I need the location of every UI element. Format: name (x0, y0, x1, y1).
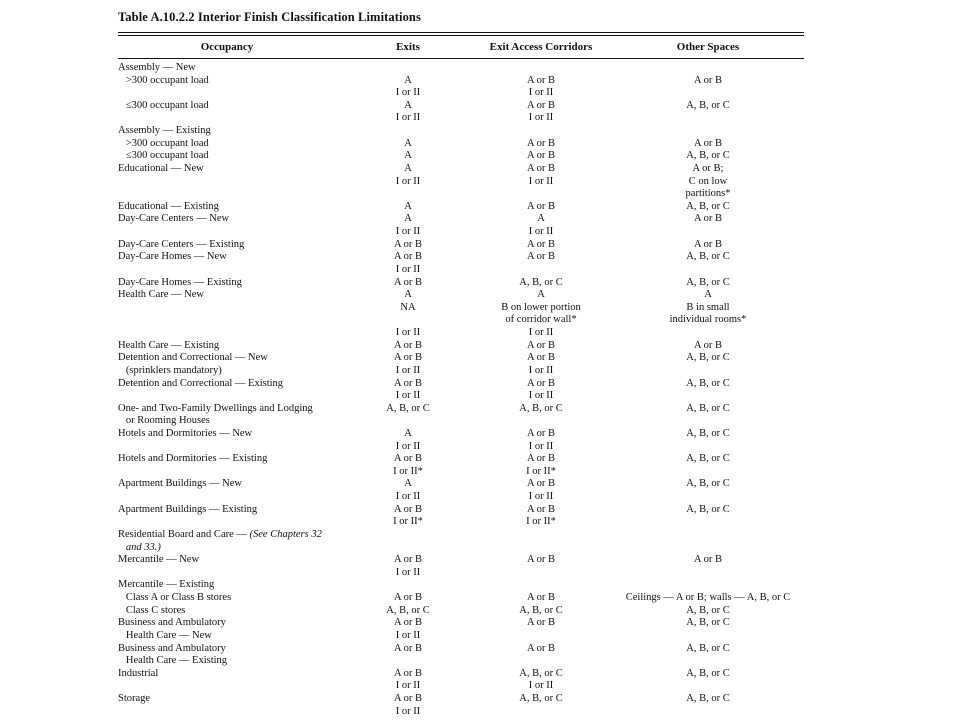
exits-cell: I or II* (393, 465, 423, 477)
top-rule (118, 32, 804, 33)
corridors-cell: A, B, or C (519, 402, 563, 414)
corridors-cell: I or II (528, 680, 554, 692)
exits-cell: A or B (393, 642, 423, 654)
occupancy-text: Hotels and Dormitories — New (118, 427, 253, 439)
occupancy-text: ≤300 occupant load (118, 99, 209, 111)
occupancy-text: >300 occupant load (118, 137, 209, 149)
exits-cell: A or B (393, 377, 423, 389)
occupancy-text: >300 occupant load (118, 74, 209, 86)
occupancy-cell (118, 605, 185, 617)
exits-cell: I or II (395, 629, 421, 641)
other-spaces-cell: A, B, or C (686, 693, 730, 704)
corridors-cell: A or B (526, 478, 556, 490)
occupancy-text: Class A or Class B stores (118, 592, 232, 604)
exits-cell: A, B, or C (386, 402, 430, 414)
top-rule-inner (118, 35, 804, 36)
header-corridors: Exit Access Corridors (489, 41, 593, 53)
corridors-cell: I or II (528, 491, 554, 503)
exits-cell: I or II (395, 87, 421, 99)
corridors-cell: I or II (528, 390, 554, 402)
occupancy-cell (118, 150, 209, 162)
corridors-cell: A or B (526, 617, 556, 629)
occupancy-text: ≤300 occupant load (118, 150, 209, 162)
corridors-cell: I or II (528, 226, 554, 238)
exits-cell: A or B (393, 453, 423, 465)
occupancy-cell (118, 478, 242, 490)
other-spaces-cell: individual rooms* (669, 314, 747, 326)
other-spaces-cell: A or B (693, 137, 723, 149)
exits-cell: NA (400, 301, 416, 313)
other-spaces-cell: A, B, or C (686, 377, 730, 389)
occupancy-cell (118, 453, 267, 465)
exits-cell: A (404, 427, 412, 439)
other-spaces-cell: A, B, or C (686, 453, 730, 465)
other-spaces-cell: C on low (688, 175, 728, 187)
corridors-cell: A or B (526, 377, 556, 389)
corridors-cell: B on lower portion (501, 301, 581, 313)
occupancy-cell (118, 643, 226, 655)
occupancy-text: Business and Ambulatory (118, 642, 226, 654)
exits-cell: I or II (395, 263, 421, 275)
exits-cell: A (404, 200, 412, 212)
exits-cell: A or B (393, 617, 423, 629)
occupancy-cell (118, 125, 211, 137)
occupancy-text: Business and Ambulatory (118, 617, 226, 629)
other-spaces-cell: A (704, 289, 712, 301)
corridors-cell: I or II (528, 440, 554, 452)
occupancy-text: One- and Two-Family Dwellings and Lodging (118, 402, 313, 414)
corridors-cell: A (537, 289, 545, 301)
exits-cell: A (404, 289, 412, 301)
other-spaces-cell: A, B, or C (686, 402, 730, 414)
occupancy-text: Apartment Buildings — New (118, 478, 242, 490)
exits-cell: A or B (393, 352, 423, 364)
corridors-cell: A or B (526, 137, 556, 149)
other-spaces-cell: A or B (693, 74, 723, 86)
occupancy-text: Storage (118, 693, 151, 704)
occupancy-text: Day-Care Centers — Existing (118, 238, 245, 250)
occupancy-cell (118, 365, 222, 377)
corridors-cell: A or B (526, 251, 556, 263)
other-spaces-cell: A, B, or C (686, 617, 730, 629)
occupancy-cell (118, 213, 229, 225)
header-other-spaces: Other Spaces (676, 41, 740, 53)
occupancy-cell (118, 504, 257, 516)
exits-cell: I or II* (393, 516, 423, 528)
corridors-cell: I or II (528, 327, 554, 339)
occupancy-cell (118, 277, 242, 289)
exits-cell: I or II (395, 112, 421, 124)
corridors-cell: A or B (526, 554, 556, 566)
occupancy-text: Industrial (118, 667, 159, 679)
other-spaces-cell: A, B, or C (686, 667, 730, 679)
occupancy-text: Class C stores (118, 604, 186, 616)
exits-cell: A or B (393, 238, 423, 250)
occupancy-cell (118, 251, 227, 263)
occupancy-cell (118, 428, 252, 440)
exits-cell: I or II (395, 175, 421, 187)
exits-cell: I or II (395, 680, 421, 692)
other-spaces-cell: Ceilings — A or B; walls — A, B, or C (625, 592, 791, 604)
exits-cell: A or B (393, 251, 423, 263)
occupancy-text: Day-Care Homes — New (118, 251, 227, 263)
corridors-cell: I or II (528, 175, 554, 187)
other-spaces-cell: A, B, or C (686, 642, 730, 654)
occupancy-cell (118, 201, 219, 213)
exits-cell: A (404, 99, 412, 111)
occupancy-cell (118, 415, 210, 427)
occupancy-text: Detention and Correctional — Existing (118, 377, 284, 389)
exits-cell: I or II (395, 491, 421, 503)
occupancy-text: Mercantile — Existing (118, 579, 215, 591)
corridors-cell: A or B (526, 150, 556, 162)
exits-cell: A or B (393, 339, 423, 351)
other-spaces-cell: A or B; (692, 162, 724, 174)
corridors-cell: I or II* (526, 465, 556, 477)
occupancy-cell (118, 289, 204, 301)
corridors-cell: I or II* (526, 516, 556, 528)
corridors-cell: I or II (528, 87, 554, 99)
corridors-cell: A, B, or C (519, 667, 563, 679)
other-spaces-cell: A or B (693, 554, 723, 566)
occupancy-text: Day-Care Homes — Existing (118, 276, 242, 288)
occupancy-text: Apartment Buildings — Existing (118, 503, 258, 515)
occupancy-cell (118, 138, 209, 150)
corridors-cell: of corridor wall* (505, 314, 577, 326)
occupancy-cell (118, 340, 219, 352)
other-spaces-cell: A or B (693, 339, 723, 351)
corridors-cell: I or II (528, 364, 554, 376)
other-spaces-cell: A, B, or C (686, 352, 730, 364)
exits-cell: I or II (395, 440, 421, 452)
exits-cell: A or B (393, 667, 423, 679)
other-spaces-cell: partitions* (685, 188, 731, 200)
corridors-cell: A or B (526, 592, 556, 604)
other-spaces-cell: A, B, or C (686, 276, 730, 288)
occupancy-text: Mercantile — New (118, 554, 200, 566)
corridors-cell: A or B (526, 238, 556, 250)
other-spaces-cell: A, B, or C (686, 604, 730, 616)
occupancy-text: Detention and Correctional — New (118, 352, 268, 364)
corridors-cell: A or B (526, 352, 556, 364)
exits-cell: A (404, 150, 412, 162)
corridors-cell: A or B (526, 453, 556, 465)
other-spaces-cell: A, B, or C (686, 200, 730, 212)
occupancy-cell (118, 693, 150, 705)
occupancy-cell (118, 668, 158, 680)
other-spaces-cell: B in small (686, 301, 730, 313)
other-spaces-cell: A, B, or C (686, 251, 730, 263)
other-spaces-cell: A, B, or C (686, 478, 730, 490)
exits-cell: I or II (395, 390, 421, 402)
corridors-cell: I or II (528, 112, 554, 124)
occupancy-text: Hotels and Dormitories — Existing (118, 453, 268, 465)
corridors-cell: A, B, or C (519, 693, 563, 704)
corridors-cell: A, B, or C (519, 276, 563, 288)
occupancy-cell (118, 529, 322, 541)
occupancy-cell (118, 655, 227, 667)
occupancy-text: Health Care — Existing (118, 655, 228, 667)
occupancy-text: Educational — Existing (118, 200, 219, 212)
occupancy-cell (118, 239, 244, 251)
occupancy-cell (118, 617, 226, 629)
exits-cell: A or B (393, 276, 423, 288)
exits-cell: A or B (393, 693, 423, 704)
occupancy-text: Educational — New (118, 162, 204, 174)
occupancy-cell (118, 542, 161, 554)
other-spaces-cell: A, B, or C (686, 99, 730, 111)
exits-cell: A (404, 162, 412, 174)
header-rule (118, 58, 804, 59)
occupancy-text: Health Care — New (118, 289, 205, 301)
occupancy-text: Residential Board and Care — (118, 528, 250, 540)
occupancy-cell (118, 352, 268, 364)
occupancy-text: (sprinklers mandatory) (118, 364, 222, 376)
corridors-cell: A or B (526, 339, 556, 351)
other-spaces-cell: A, B, or C (686, 427, 730, 439)
occupancy-cell (118, 62, 196, 74)
corridors-cell: A or B (526, 162, 556, 174)
other-spaces-cell: A or B (693, 213, 723, 225)
exits-cell: A (404, 213, 412, 225)
occupancy-text: Health Care — Existing (118, 339, 220, 351)
exits-cell: I or II (395, 226, 421, 238)
exits-cell: A, B, or C (386, 604, 430, 616)
corridors-cell: A or B (526, 427, 556, 439)
exits-cell: A or B (393, 503, 423, 515)
occupancy-cell (118, 403, 313, 415)
exits-cell: A (404, 74, 412, 86)
occupancy-cell (118, 630, 212, 642)
occupancy-cell (118, 579, 214, 591)
occupancy-text: Health Care — New (118, 629, 212, 641)
exits-cell: A or B (393, 554, 423, 566)
corridors-cell: A or B (526, 642, 556, 654)
corridors-cell: A or B (526, 99, 556, 111)
occupancy-text: Assembly — Existing (118, 125, 211, 137)
other-spaces-cell: A, B, or C (686, 150, 730, 162)
corridors-cell: A, B, or C (519, 604, 563, 616)
exits-cell: A (404, 137, 412, 149)
other-spaces-cell: A, B, or C (686, 503, 730, 515)
occupancy-cell (118, 75, 209, 87)
occupancy-cell (118, 163, 204, 175)
occupancy-text: or Rooming Houses (118, 415, 210, 427)
occupancy-cell (118, 100, 209, 112)
exits-cell: I or II (395, 364, 421, 376)
header-occupancy: Occupancy (200, 41, 254, 53)
occupancy-text: Day-Care Centers — New (118, 213, 230, 225)
header-exits: Exits (396, 41, 420, 53)
corridors-cell: A (537, 213, 545, 225)
occupancy-cell (118, 378, 283, 390)
occupancy-cell (118, 554, 199, 566)
other-spaces-cell: A or B (693, 238, 723, 250)
occupancy-note: (See Chapters 32 (249, 528, 322, 540)
corridors-cell: A or B (526, 74, 556, 86)
corridors-cell: A or B (526, 200, 556, 212)
table-title: Table A.10.2.2 Interior Finish Classification Limitations (118, 10, 421, 24)
exits-cell: I or II (395, 566, 421, 578)
exits-cell: I or II (395, 327, 421, 339)
exits-cell: A or B (393, 592, 423, 604)
occupancy-cell (118, 592, 231, 604)
occupancy-text: Assembly — New (118, 62, 196, 73)
exits-cell: A (404, 478, 412, 490)
occupancy-note: and 33.) (118, 541, 161, 553)
exits-cell: I or II (395, 705, 421, 717)
corridors-cell: A or B (526, 503, 556, 515)
